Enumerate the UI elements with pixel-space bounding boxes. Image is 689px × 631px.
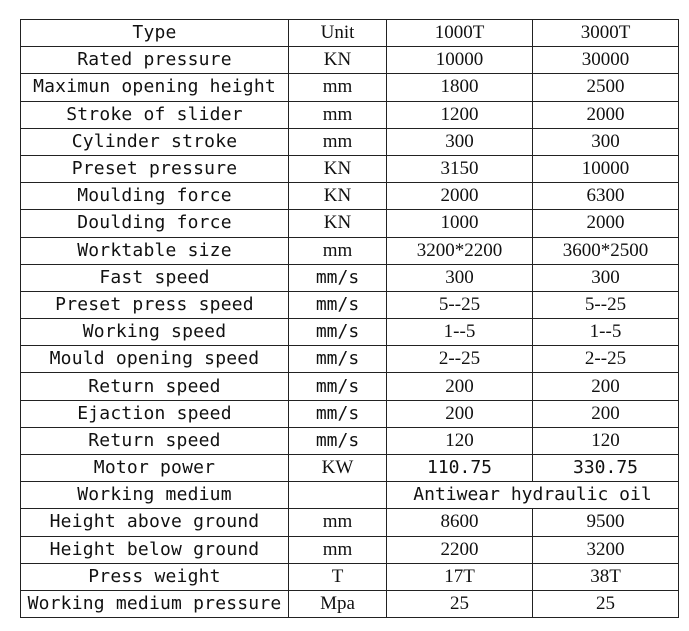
row-value-3000t: 9500: [533, 509, 679, 536]
row-value-1000t: 8600: [387, 509, 533, 536]
table-row: [21, 536, 679, 563]
row-unit: mm/s: [289, 319, 387, 346]
row-unit: mm: [289, 237, 387, 264]
table-row: [21, 427, 679, 454]
row-unit: mm/s: [289, 264, 387, 291]
table-row: [21, 346, 679, 373]
row-unit: mm: [289, 509, 387, 536]
row-value-3000t: 200: [533, 373, 679, 400]
row-value-3000t: 330.75: [533, 455, 679, 482]
table-row: [21, 210, 679, 237]
row-value-3000t: 200: [533, 400, 679, 427]
row-value-3000t: 300: [533, 264, 679, 291]
table-row: [21, 101, 679, 128]
row-value-1000t: 1--5: [387, 319, 533, 346]
row-type: Stroke of slider: [21, 101, 289, 128]
table-row: [21, 74, 679, 101]
row-value-1000t: 1000: [387, 210, 533, 237]
row-value-1000t: 200: [387, 373, 533, 400]
row-value-3000t: 6300: [533, 183, 679, 210]
row-value-3000t: 120: [533, 427, 679, 454]
row-type: Moulding force: [21, 183, 289, 210]
row-type: Return speed: [21, 427, 289, 454]
row-value-3000t: 3600*2500: [533, 237, 679, 264]
row-value-3000t: 2500: [533, 74, 679, 101]
row-value-3000t: 2000: [533, 210, 679, 237]
table-row: [21, 183, 679, 210]
row-type: Working speed: [21, 319, 289, 346]
table-row: [21, 264, 679, 291]
row-value-1000t: 3150: [387, 155, 533, 182]
row-value-1000t: 5--25: [387, 291, 533, 318]
row-unit: mm: [289, 536, 387, 563]
table-row: [21, 128, 679, 155]
row-unit: Mpa: [289, 590, 387, 617]
table-header-row: [21, 20, 679, 47]
spec-table: [20, 19, 679, 618]
row-value-3000t: 3200: [533, 536, 679, 563]
row-unit: KN: [289, 155, 387, 182]
row-value-3000t: 300: [533, 128, 679, 155]
row-unit: mm/s: [289, 400, 387, 427]
row-value-1000t: 25: [387, 590, 533, 617]
row-unit: mm: [289, 101, 387, 128]
row-type: Working medium pressure: [21, 590, 289, 617]
row-unit: mm: [289, 74, 387, 101]
row-value-1000t: 1800: [387, 74, 533, 101]
row-unit: [289, 482, 387, 509]
row-type: Preset press speed: [21, 291, 289, 318]
row-type: Working medium: [21, 482, 289, 509]
spec-table-body: [21, 20, 679, 618]
table-row: [21, 373, 679, 400]
row-type: Press weight: [21, 563, 289, 590]
row-value-1000t: 10000: [387, 47, 533, 74]
table-row: [21, 563, 679, 590]
row-type: Ejaction speed: [21, 400, 289, 427]
row-type: Motor power: [21, 455, 289, 482]
row-type: Cylinder stroke: [21, 128, 289, 155]
table-row: [21, 455, 679, 482]
row-value-1000t: 110.75: [387, 455, 533, 482]
table-row: [21, 319, 679, 346]
row-value-3000t: 2--25: [533, 346, 679, 373]
row-type: Maximun opening height: [21, 74, 289, 101]
row-unit: mm/s: [289, 291, 387, 318]
table-row-working-medium: [21, 482, 679, 509]
row-unit: mm/s: [289, 373, 387, 400]
row-value-1000t: 17T: [387, 563, 533, 590]
row-value-3000t: 10000: [533, 155, 679, 182]
row-value-1000t: 2200: [387, 536, 533, 563]
row-value-3000t: 38T: [533, 563, 679, 590]
row-type: Preset pressure: [21, 155, 289, 182]
row-unit: KW: [289, 455, 387, 482]
row-value-3000t: 25: [533, 590, 679, 617]
table-row: [21, 155, 679, 182]
row-value-1000t: 1200: [387, 101, 533, 128]
row-unit: KN: [289, 210, 387, 237]
row-value-3000t: 5--25: [533, 291, 679, 318]
table-row: [21, 400, 679, 427]
row-value-3000t: 30000: [533, 47, 679, 74]
row-type: Doulding force: [21, 210, 289, 237]
header-model-3000t: 3000T: [533, 20, 679, 47]
header-model-1000t: 1000T: [387, 20, 533, 47]
table-row: [21, 590, 679, 617]
row-value-3000t: 1--5: [533, 319, 679, 346]
row-value-1000t: 200: [387, 400, 533, 427]
row-value-1000t: 3200*2200: [387, 237, 533, 264]
row-unit: T: [289, 563, 387, 590]
table-row: [21, 291, 679, 318]
row-type: Rated pressure: [21, 47, 289, 74]
row-type: Worktable size: [21, 237, 289, 264]
row-value-1000t: 2--25: [387, 346, 533, 373]
row-type: Fast speed: [21, 264, 289, 291]
row-unit: KN: [289, 47, 387, 74]
row-type: Height below ground: [21, 536, 289, 563]
row-unit: mm/s: [289, 427, 387, 454]
row-value-3000t: 2000: [533, 101, 679, 128]
table-row: [21, 237, 679, 264]
row-unit: mm/s: [289, 346, 387, 373]
row-value-1000t: 300: [387, 264, 533, 291]
table-row: [21, 47, 679, 74]
row-type: Mould opening speed: [21, 346, 289, 373]
row-value-1000t: 2000: [387, 183, 533, 210]
table-row: [21, 509, 679, 536]
row-type: Height above ground: [21, 509, 289, 536]
row-value-1000t: 120: [387, 427, 533, 454]
row-unit: KN: [289, 183, 387, 210]
row-unit: mm: [289, 128, 387, 155]
row-type: Return speed: [21, 373, 289, 400]
header-unit: Unit: [289, 20, 387, 47]
header-type: Type: [21, 20, 289, 47]
row-value-merged: Antiwear hydraulic oil: [387, 482, 679, 509]
row-value-1000t: 300: [387, 128, 533, 155]
